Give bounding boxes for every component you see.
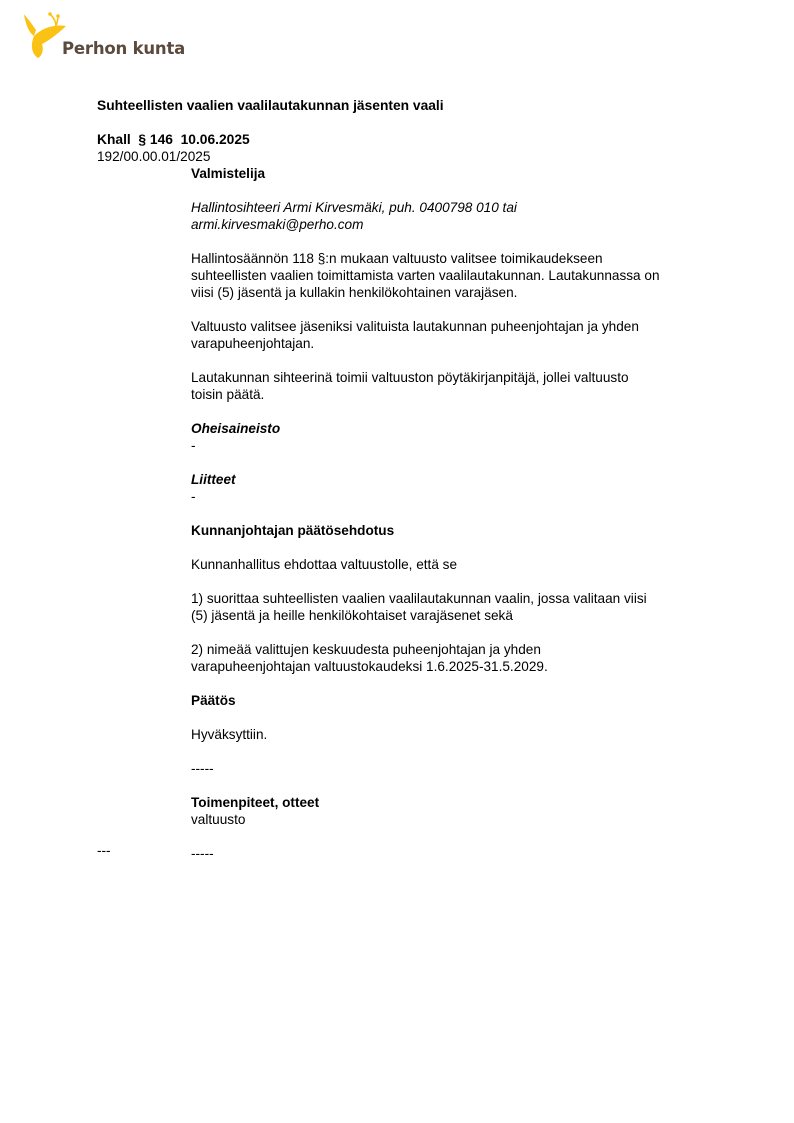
oheisaineisto-heading: Oheisaineisto xyxy=(191,421,281,436)
decision-text: Hyväksyttiin. xyxy=(191,727,268,742)
proposal-item-2-line-1: 2) nimeää valittujen keskuudesta puheenjohtajan ja yhden xyxy=(191,642,541,657)
paragraph-1-line-3: viisi (5) jäsentä ja kullakin henkilökohtainen varajäsen. xyxy=(191,285,518,300)
meeting-date: 10.06.2025 xyxy=(180,132,250,147)
decision-heading: Päätös xyxy=(191,693,236,708)
preparer-email: armi.kirvesmaki@perho.com xyxy=(191,217,364,232)
paragraph-2-line-2: varapuheenjohtajan. xyxy=(191,336,315,351)
proposal-item-1-line-2: (5) jäsentä ja heille henkilökohtaiset varajäsenet sekä xyxy=(191,608,513,623)
perho-logo xyxy=(20,10,190,62)
proposal-item-1-line-1: 1) suorittaa suhteellisten vaalien vaalilautakunnan vaalin, jossa valitaan viisi xyxy=(191,591,647,606)
section-number: § 146 xyxy=(138,132,173,147)
logo-text: Perhon kunta xyxy=(62,39,186,58)
meeting-body: Khall xyxy=(97,132,131,147)
meeting-line xyxy=(97,131,250,148)
footer-separator-left: --- xyxy=(97,843,111,858)
paragraph-3-line-1: Lautakunnan sihteerinä toimii valtuuston pöytäkirjanpitäjä, jollei valtuusto xyxy=(191,370,629,385)
footer-separator-right: ----- xyxy=(191,846,214,861)
preparer-heading: Valmistelija xyxy=(191,166,266,181)
liitteet-value: - xyxy=(191,489,196,504)
paragraph-3-line-2: toisin päätä. xyxy=(191,387,265,402)
preparer-line-1: Hallintosihteeri Armi Kirvesmäki, puh. 0400798 010 tai xyxy=(191,200,517,215)
actions-heading: Toimenpiteet, otteet xyxy=(191,795,320,810)
paragraph-1-line-1: Hallintosäännön 118 §:n mukaan valtuusto valitsee toimikaudekseen xyxy=(191,251,603,266)
oheisaineisto-value: - xyxy=(191,438,196,453)
proposal-item-2-line-2: varapuheenjohtajan valtuustokaudeksi 1.6.2025-31.5.2029. xyxy=(191,659,548,674)
document-number: 192/00.00.01/2025 xyxy=(97,149,211,164)
paragraph-2-line-1: Valtuusto valitsee jäseniksi valituista lautakunnan puheenjohtajan ja yhden xyxy=(191,319,639,334)
liitteet-heading: Liitteet xyxy=(191,472,236,487)
document-title: Suhteellisten vaalien vaalilautakunnan jäsenten vaali xyxy=(97,98,444,113)
actions-value: valtuusto xyxy=(191,812,246,827)
paragraph-1-line-2: suhteellisten vaalien toimittamista varten vaalilautakunnan. Lautakunnassa on xyxy=(191,268,660,283)
document-body xyxy=(191,165,711,862)
proposal-heading: Kunnanjohtajan päätösehdotus xyxy=(191,523,395,538)
proposal-intro: Kunnanhallitus ehdottaa valtuustolle, että se xyxy=(191,557,458,572)
decision-separator: ----- xyxy=(191,761,214,776)
